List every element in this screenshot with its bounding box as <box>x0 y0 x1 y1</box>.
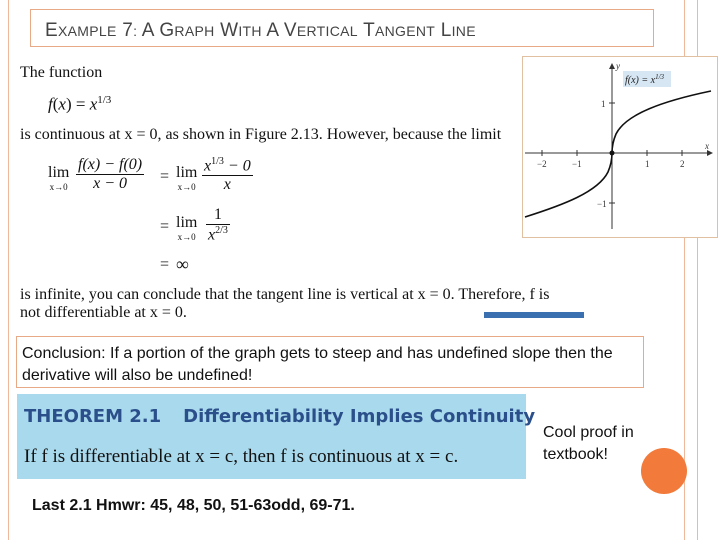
lim-word-3: lim <box>176 214 198 231</box>
lim-word-1: lim <box>48 164 70 181</box>
equals-3: = <box>160 256 170 273</box>
fraction-1-den: x − 0 <box>76 174 144 193</box>
limit-1 <box>48 166 69 194</box>
conclusion-box <box>16 336 644 388</box>
title-box <box>30 9 654 47</box>
theorem-number: THEOREM 2.1 <box>24 406 162 427</box>
theorem-name: Differentiability Implies Continuity <box>183 406 536 427</box>
fraction-3-den: $x^{2/3}$ <box>208 225 228 244</box>
cube-root-graph-svg <box>523 57 717 237</box>
decorative-circle <box>641 448 687 494</box>
x-tick-1: 1 <box>645 159 650 169</box>
fraction-1 <box>76 156 144 193</box>
slide-left-rule <box>8 0 9 540</box>
cube-root-curve <box>525 91 711 217</box>
limit-3 <box>176 216 197 244</box>
homework-text: Last 2.1 Hmwr: 45, 48, 50, 51-63odd, 69-71. <box>32 497 355 514</box>
fraction-1-num: f(x) − f(0) <box>78 156 143 173</box>
x-tick-2: 2 <box>680 159 685 169</box>
theorem-box <box>17 394 536 479</box>
function-definition: $f(x) = x^{1/3}$ <box>48 94 112 114</box>
textbook-excerpt <box>14 60 600 322</box>
x-tick-neg1: −1 <box>572 159 582 169</box>
fraction-3-num: 1 <box>213 206 222 223</box>
lim-sub-1: x→0 <box>49 182 68 192</box>
conclusion-text: Conclusion: If a portion of the graph gets to steep and has undefined slope then the derivative will also be undefined! <box>22 345 613 384</box>
lim-sub-3: x→0 <box>177 232 196 242</box>
side-note: Cool proof in textbook! <box>543 424 634 463</box>
fraction-2-den: x <box>202 175 253 194</box>
intro-text: The function <box>20 64 103 81</box>
lim-sub-2: x→0 <box>177 182 196 192</box>
conclusion-line-2: not differentiable at x = 0. <box>20 304 187 321</box>
equals-2: = <box>160 218 170 235</box>
limit-2 <box>176 166 197 194</box>
y-axis-label: y <box>616 61 620 71</box>
y-tick-neg1: −1 <box>597 199 607 209</box>
equals-1: = <box>160 168 170 185</box>
infinity-value: ∞ <box>176 254 189 274</box>
x-axis-label: x <box>705 141 709 151</box>
theorem-statement: If f is differentiable at x = c, then f is continuous at x = c. <box>24 446 459 467</box>
fraction-2-num: $x^{1/3} - 0$ <box>204 156 251 175</box>
x-tick-neg2: −2 <box>537 159 547 169</box>
origin-point <box>610 151 615 156</box>
blue-underline <box>484 312 584 318</box>
cube-root-graph <box>522 56 718 238</box>
slide-title: EXAMPLE 7: A GRAPH WITH A VERTICAL TANGENT LINE <box>45 20 476 41</box>
theorem-heading <box>24 406 535 427</box>
fraction-2 <box>202 156 253 194</box>
graph-function-label: $f(x) = x^{1/3}$ <box>625 73 665 86</box>
conclusion-line-1: is infinite, you can conclude that the tangent line is vertical at x = 0. Therefore, f is <box>20 286 550 303</box>
lim-word-2: lim <box>176 164 198 181</box>
y-axis-arrow <box>609 63 615 69</box>
y-tick-1: 1 <box>601 99 606 109</box>
continuity-text: is continuous at x = 0, as shown in Figure 2.13. However, because the limit <box>20 126 502 143</box>
fraction-3 <box>206 206 230 244</box>
